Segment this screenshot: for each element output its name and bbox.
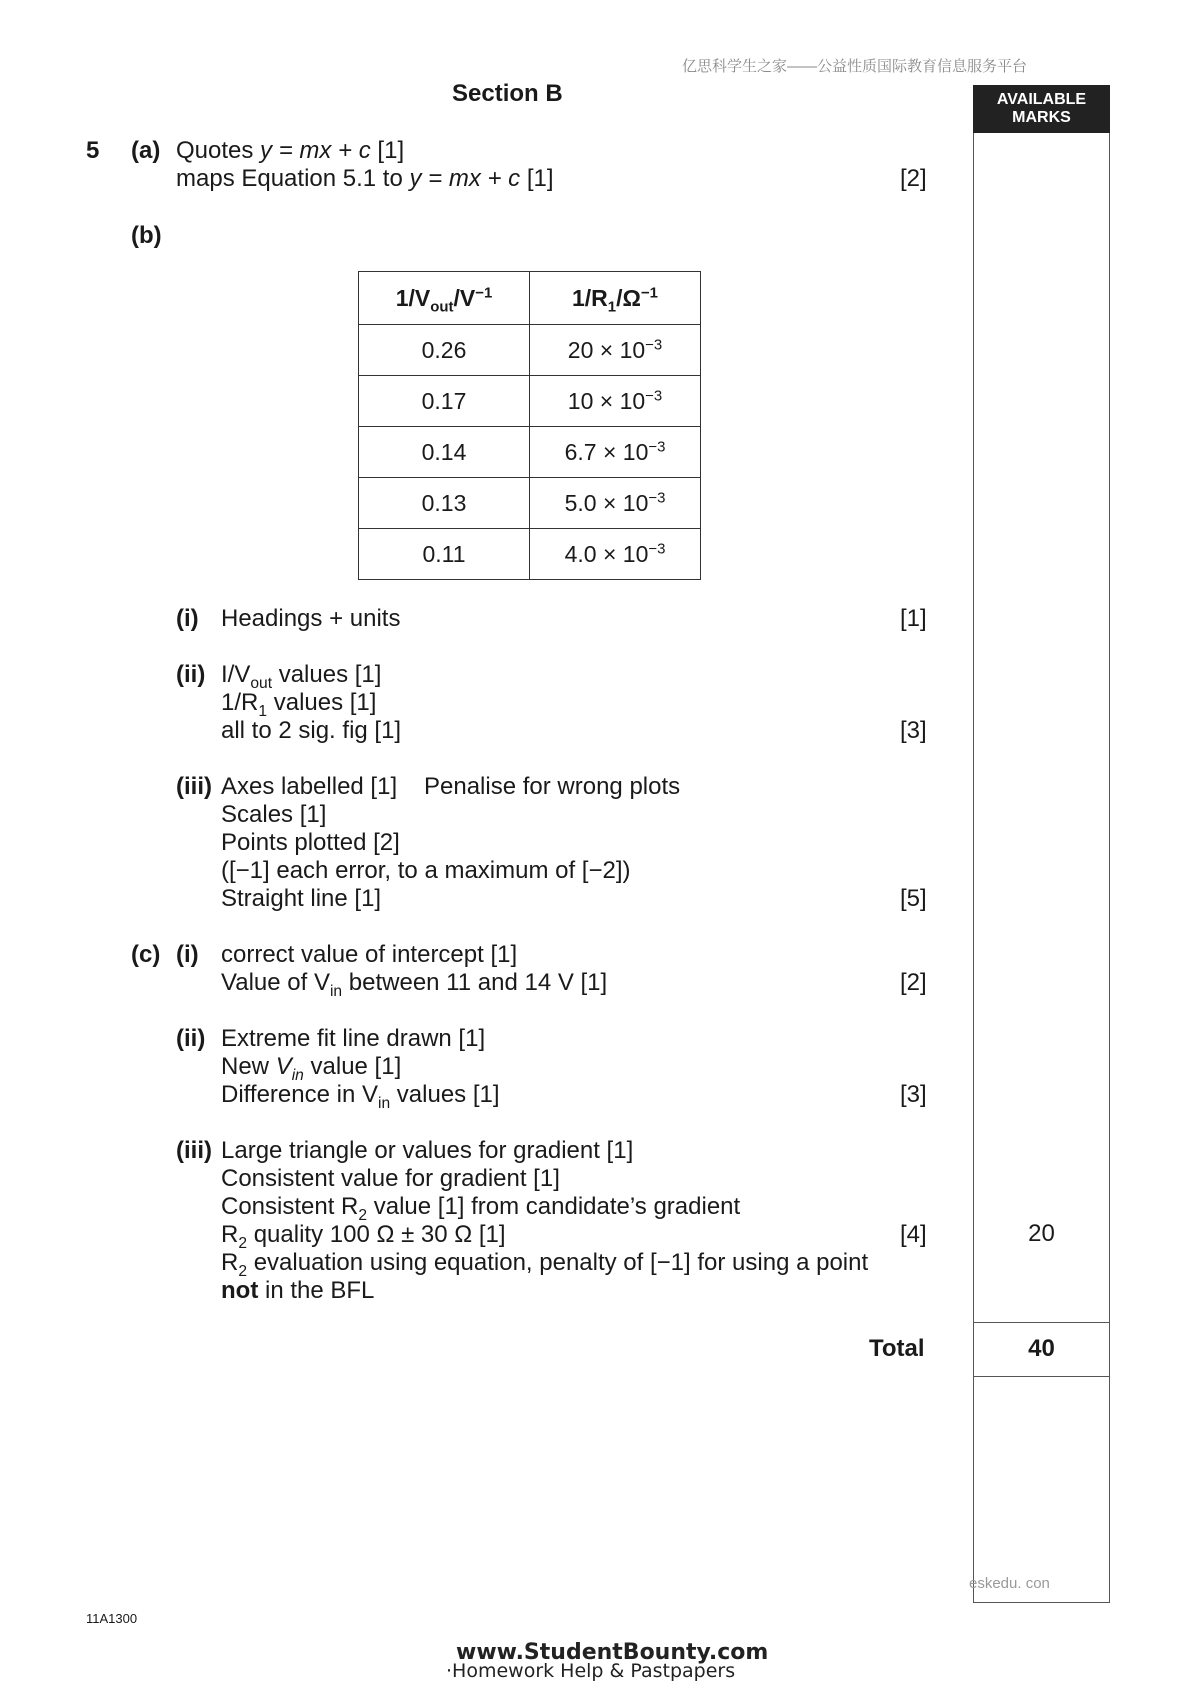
part-b-iii-line-5: Straight line [1] bbox=[221, 885, 382, 912]
total-marks: 40 bbox=[1028, 1335, 1055, 1362]
marks-divider-bottom bbox=[973, 1376, 1110, 1377]
part-c-ii-label: (ii) bbox=[176, 1025, 206, 1052]
part-c-iii-line-2: Consistent value for gradient [1] bbox=[221, 1165, 560, 1192]
part-c-ii-line-2: New $V_{in}$ value [1] bbox=[221, 1053, 402, 1084]
part-b-label: (b) bbox=[131, 222, 162, 249]
table-row: 0.17 $10 \times 10^{-3}$ bbox=[359, 376, 701, 427]
part-b-ii-total: [3] bbox=[900, 717, 927, 744]
part-b-ii-label: (ii) bbox=[176, 661, 206, 688]
part-c-ii-line-1: Extreme fit line drawn [1] bbox=[221, 1025, 486, 1052]
table-header-inverse-r1: $1/R_1/\Omega^{-1}$ bbox=[530, 272, 701, 325]
part-b-i-total: [1] bbox=[900, 605, 927, 632]
part-c-i-total: [2] bbox=[900, 969, 927, 996]
marks-divider-top bbox=[973, 1322, 1110, 1323]
section-title: Section B bbox=[452, 80, 563, 107]
header-watermark: 亿思科学生之家——公益性质国际教育信息服务平台 bbox=[682, 58, 1028, 75]
part-c-iii-label: (iii) bbox=[176, 1137, 212, 1164]
footer-site-logo: www.StudentBounty.com bbox=[456, 1640, 769, 1665]
part-c-iii-line-1: Large triangle or values for gradient [1] bbox=[221, 1137, 634, 1164]
part-b-i-label: (i) bbox=[176, 605, 199, 632]
results-table bbox=[358, 271, 701, 580]
part-c-i-line-1: correct value of intercept [1] bbox=[221, 941, 518, 968]
part-a-line-1: Quotes y = mx + c [1] bbox=[176, 137, 405, 164]
part-c-iii-total: [4] bbox=[900, 1221, 927, 1248]
part-c-i-line-2: Value of $V_{in}$ between 11 and 14 V [1] bbox=[221, 969, 608, 1000]
part-a-label: (a) bbox=[131, 137, 161, 164]
total-label: Total bbox=[869, 1335, 925, 1362]
part-b-iii-line-2: Scales [1] bbox=[221, 801, 327, 828]
bottom-watermark: eskedu. con bbox=[969, 1575, 1050, 1592]
paper-code: 11A1300 bbox=[86, 1611, 138, 1626]
footer-tagline: ·Homework Help & Pastpapers bbox=[446, 1660, 736, 1682]
part-b-iii-note: Penalise for wrong plots bbox=[424, 773, 681, 800]
part-b-iii-label: (iii) bbox=[176, 773, 212, 800]
table-header-inverse-vout: $1/V_{out}/V^{-1}$ bbox=[359, 272, 530, 325]
part-c-label: (c) bbox=[131, 941, 161, 968]
part-b-i-text: Headings + units bbox=[221, 605, 401, 632]
table-row: 0.26 $20 \times 10^{-3}$ bbox=[359, 325, 701, 376]
part-a-line-2: maps Equation 5.1 to y = mx + c [1] bbox=[176, 165, 554, 192]
marks-column-header: AVAILABLE MARKS bbox=[973, 85, 1110, 133]
part-b-ii-line-3: all to 2 sig. fig [1] bbox=[221, 717, 402, 744]
part-a-total: [2] bbox=[900, 165, 927, 192]
part-c-ii-line-3: Difference in $V_{in}$ values [1] bbox=[221, 1081, 500, 1112]
part-c-i-label: (i) bbox=[176, 941, 199, 968]
part-b-ii-line-2: $1/R_1$ values [1] bbox=[221, 689, 377, 720]
question-marks: 20 bbox=[1028, 1220, 1055, 1247]
part-b-ii-line-1: $I/V_{out}$ values [1] bbox=[221, 661, 382, 692]
part-b-iii-line-1: Axes labelled [1] bbox=[221, 773, 398, 800]
part-c-iii-line-6: not in the BFL bbox=[221, 1277, 375, 1304]
part-c-iii-line-5: $R_2$ evaluation using equation, penalty of [−1] for using a point bbox=[221, 1249, 869, 1280]
question-number: 5 bbox=[86, 137, 100, 164]
part-b-iii-line-4: ([−1] each error, to a maximum of [−2]) bbox=[221, 857, 631, 884]
part-c-iii-line-3: Consistent $R_2$ value [1] from candidate’s gradient bbox=[221, 1193, 741, 1224]
part-b-iii-line-3: Points plotted [2] bbox=[221, 829, 400, 856]
table-row: 0.14 $6.7 \times 10^{-3}$ bbox=[359, 427, 701, 478]
part-c-iii-line-4: $R_2$ quality 100 Ω ± 30 Ω [1] bbox=[221, 1221, 506, 1252]
table-row: 0.11 $4.0 \times 10^{-3}$ bbox=[359, 529, 701, 580]
part-c-ii-total: [3] bbox=[900, 1081, 927, 1108]
part-b-iii-total: [5] bbox=[900, 885, 927, 912]
table-row: 0.13 $5.0 \times 10^{-3}$ bbox=[359, 478, 701, 529]
